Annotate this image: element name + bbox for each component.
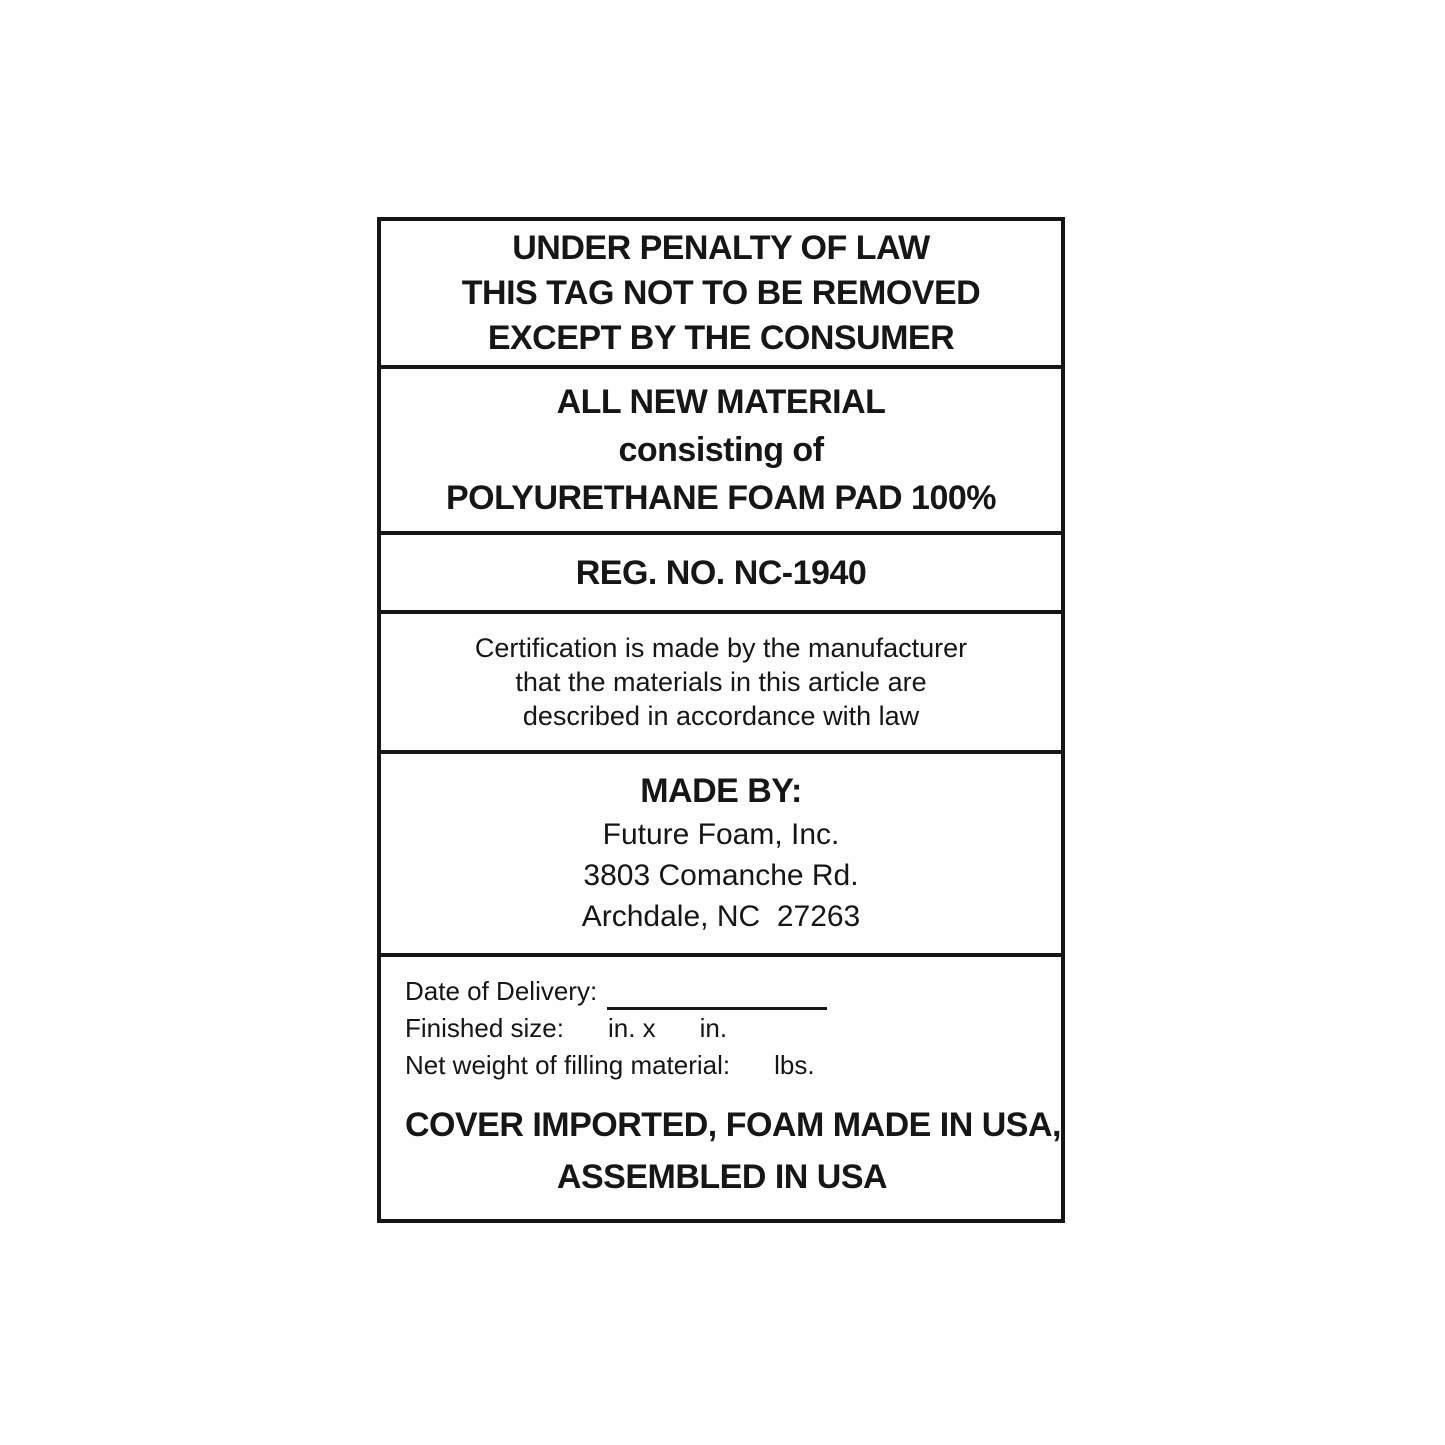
finished-size-unit-2: in. (699, 1013, 728, 1043)
certification-line-3: described in accordance with law (522, 701, 920, 731)
origin-line-1: COVER IMPORTED, FOAM MADE IN USA, (405, 1106, 1061, 1144)
law-label-tag (377, 217, 1065, 1223)
net-weight-row (405, 1047, 1039, 1084)
section-details-and-origin (381, 957, 1061, 1219)
net-weight-label: Net weight of filling material: (405, 1050, 731, 1080)
section-certification (381, 614, 1061, 754)
origin-line-2: ASSEMBLED IN USA (556, 1158, 888, 1196)
certification-line-2: that the materials in this article are (515, 667, 927, 697)
section-material-contents (381, 369, 1061, 535)
date-of-delivery-blank-line (607, 981, 827, 1010)
manufacturer-name: Future Foam, Inc. (602, 818, 840, 851)
section-made-by (381, 754, 1061, 957)
penalty-line-2: THIS TAG NOT TO BE REMOVED (461, 273, 981, 312)
date-of-delivery-row (405, 973, 1039, 1010)
made-by-heading: MADE BY: (640, 772, 802, 810)
section-registration-number (381, 535, 1061, 614)
penalty-line-3: EXCEPT BY THE CONSUMER (487, 318, 955, 357)
manufacturer-street: 3803 Comanche Rd. (583, 859, 859, 892)
origin-statement (405, 1099, 1061, 1209)
reg-no-text: REG. NO. NC-1940 (575, 553, 867, 592)
date-of-delivery-label: Date of Delivery: (405, 976, 598, 1006)
manufacturer-city-state-zip: Archdale, NC 27263 (581, 900, 861, 933)
section-penalty-warning (381, 221, 1061, 369)
finished-size-label: Finished size: (405, 1013, 564, 1043)
material-line-2: consisting of (618, 431, 824, 469)
net-weight-unit: lbs. (774, 1050, 815, 1080)
penalty-line-1: UNDER PENALTY OF LAW (512, 228, 930, 267)
material-line-1: ALL NEW MATERIAL (556, 383, 886, 421)
certification-line-1: Certification is made by the manufacturer (474, 633, 968, 663)
finished-size-unit-1: in. x (607, 1013, 656, 1043)
finished-size-row (405, 1010, 1039, 1047)
material-line-3: POLYURETHANE FOAM PAD 100% (446, 479, 996, 517)
